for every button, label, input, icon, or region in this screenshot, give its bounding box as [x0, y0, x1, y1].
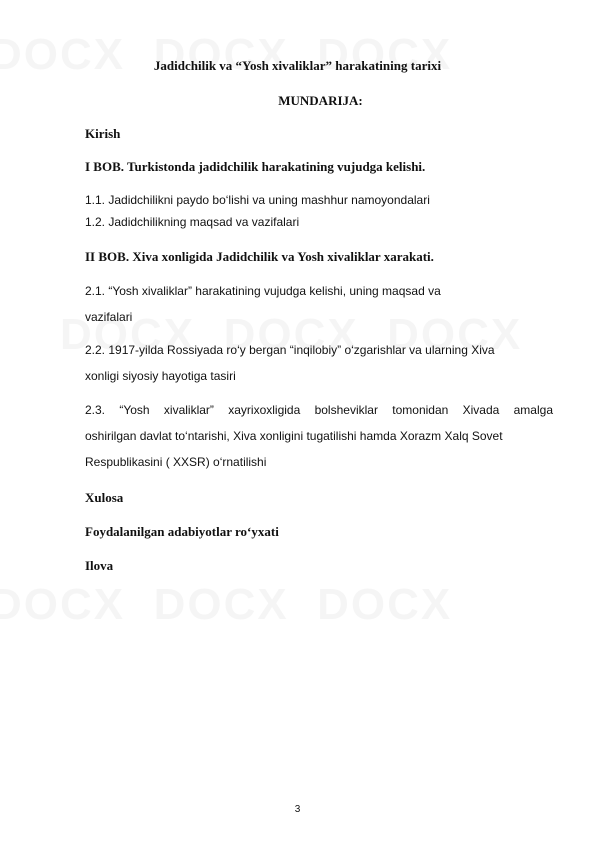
toc-entry-chapter-1: I BOB. Turkistonda jadidchilik harakatining vujudga kelishi.: [85, 159, 426, 174]
toc-entry-section-2-3-line-1: 2.3. “Yosh xivaliklar” xayrixoxligida bolsheviklar tomonidan Xivada amalga: [85, 403, 553, 417]
toc-entry-chapter-2: II BOB. Xiva xonligida Jadidchilik va Yosh xivaliklar xarakati.: [85, 249, 434, 264]
toc-entry-section-2-3-line-3: Respublikasini ( XXSR) o‘rnatilishi: [85, 455, 267, 469]
toc-entry-section-2-2-line-2: xonligi siyosiy hayotiga tasiri: [85, 369, 236, 383]
toc-entry-section-2-3-line-2: oshirilgan davlat to‘ntarishi, Xiva xonligini tugatilishi hamda Xorazm Xalq Sovet: [85, 429, 503, 443]
contents-heading: MUNDARIJA:: [278, 93, 363, 108]
toc-entry-section-2-2-line-1: 2.2. 1917-yilda Rossiyada ro‘y bergan “inqilobiy” o‘zgarishlar va ularning Xiva: [85, 343, 495, 357]
toc-entry-conclusion: Xulosa: [85, 490, 124, 505]
toc-entry-introduction: Kirish: [85, 126, 121, 141]
toc-entry-references: Foydalanilgan adabiyotlar ro‘yxati: [85, 524, 279, 539]
toc-entry-appendix: Ilova: [85, 558, 114, 573]
toc-entry-section-2-1-line-2: vazifalari: [85, 310, 133, 324]
page-number: 3: [294, 804, 301, 815]
toc-entry-section-2-1-line-1: 2.1. “Yosh xivaliklar” harakatining vujudga kelishi, uning maqsad va: [85, 284, 441, 298]
toc-entry-section-1-1: 1.1. Jadidchilikni paydo bo‘lishi va uning mashhur namoyondalari: [85, 193, 430, 207]
document-title: Jadidchilik va “Yosh xivaliklar” harakatining tarixi: [153, 58, 442, 73]
toc-entry-section-1-2: 1.2. Jadidchilikning maqsad va vazifalari: [85, 215, 300, 229]
